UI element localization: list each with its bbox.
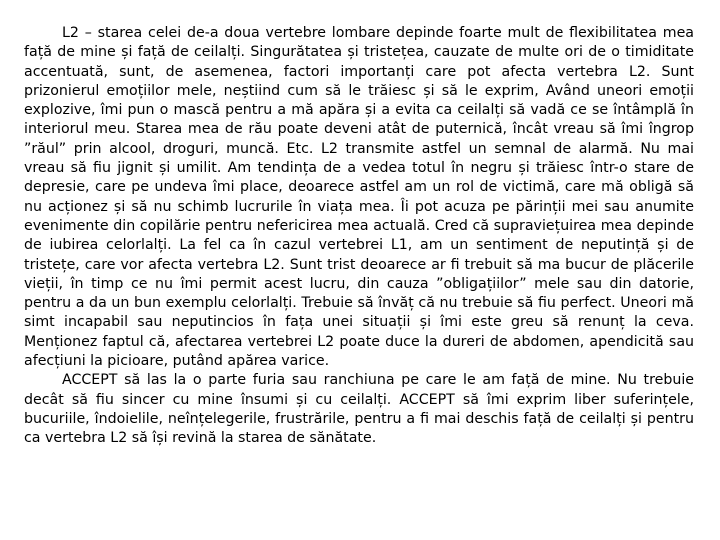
paragraph-text: – starea celei de-a doua vertebre lombare depinde foarte mult de flexibilitatea mea față de mine și față de ceilalți. Singurătatea și tristețea, cauzate de multe ori de o timiditate accentuată, sunt, de asemenea, factori importanți care pot afecta vertebra L2. Sunt prizonierul emoțiilor mele, neștiind cum să le trăiesc și să le exprim, Având uneori emoții explozive, îmi pun o mască pentru a mă apăra și a evita ca ceilalți să vadă ce se întâmplă în interiorul meu. Starea mea de rău poate deveni atât de puternică, încât vreau să îmi îngrop ”răul” prin alcool, droguri, muncă. Etc. L2 transmite astfel un semnal de alarmă. Nu mai vreau să fiu jignit și umilit. Am tendința de a vedea totul în negru și trăiesc într-o stare de depresie, care pe undeva îmi place, deoarece astfel am un rol de victimă, care mă obligă să nu acționez și să nu schimb lucrurile în viața mea. Îi pot acuza pe părinții mei sau anumite evenimente din copilărie pentru nefericirea mea actuală. Cred că supraviețuirea mea depinde de iubirea celorlalți. La fel ca în cazul vertebrei L1, am un sentiment de neputință și de tristețe, care vor afecta vertebra L2. Sunt trist deoarece ar fi trebuit să ma bucur de plăcerile vieții, în timp ce nu îmi permit acest lucru, din cauza ”obligațiilor” mele sau din datorie, pentru a da un bun exemplu celorlalți. Trebuie să învăț că nu trebuie să fiu perfect. Uneori mă simt incapabil sau neputincios în fața unei situații și îmi este greu să renunț la ceva. Menționez faptul că, afectarea vertebrei [24, 25, 694, 350]
vertebra-label: L2 [62, 25, 79, 41]
vertebra-label-inline: L2 [317, 333, 335, 350]
paragraph-l2-description [24, 24, 694, 371]
document-page [24, 24, 694, 449]
paragraph-text: să las la o parte furia sau ranchiuna pe care le am față de mine. Nu trebuie decât să fiu sincer cu mine însumi și cu ceilalți. ACCEPT să îmi exprim liber suferințele, bucuriile, îndoielile, neînțelegerile, frustrările, pentru a fi mai deschis față de ceilalți și pentru ca vertebra L2 să își revină la starea de sănătate. [24, 372, 694, 447]
paragraph-text-end: poate duce la dureri de abdomen, apendicită sau afecțiuni la picioare, putând apărea varice. [24, 333, 694, 370]
accept-label: ACCEPT [62, 372, 118, 389]
paragraph-accept [24, 371, 694, 448]
